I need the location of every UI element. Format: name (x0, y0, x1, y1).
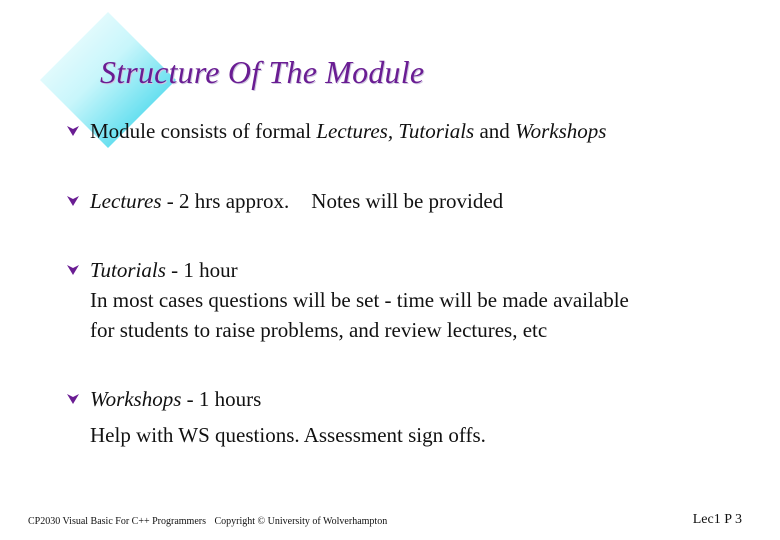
bullet-detail-line-2: for students to raise problems, and review lectures, etc (90, 318, 548, 342)
bullet-emphasis-text: Lectures, Tutorials (316, 119, 475, 143)
bullet-detail-line-1: Help with WS questions. Assessment sign offs. (90, 423, 486, 447)
footer-course-text: CP2030 Visual Basic For C++ Programmers (28, 516, 206, 527)
bullet-emphasis-text-2: Workshops (515, 119, 607, 143)
bullet-heading-text: Workshops (90, 387, 182, 411)
diamond-bullet-icon (66, 392, 80, 406)
bullet-heading-text: Lectures (90, 189, 162, 213)
diamond-bullet-icon (66, 263, 80, 277)
footer-course-info (28, 516, 387, 527)
page-number: Lec1 P 3 (692, 512, 742, 527)
bullet-duration-text: - 1 hours (181, 387, 262, 411)
bullet-duration-text: - 2 hrs approx. (161, 189, 290, 213)
footer-copyright-text: Copyright © University of Wolverhampton (214, 516, 388, 527)
diamond-bullet-icon (66, 124, 80, 138)
bullet-detail-line-1: In most cases questions will be set - time will be made available (90, 288, 629, 312)
diamond-bullet-icon (66, 194, 80, 208)
bullet-connector-text: and (474, 119, 516, 143)
slide-title: Structure Of The Module (100, 54, 425, 90)
bullet-heading-text: Tutorials (90, 258, 166, 282)
bullet-duration-text: - 1 hour (165, 258, 238, 282)
bullet-note-text: Notes will be provided (311, 189, 504, 213)
bullet-lead-text: Module consists of formal (90, 119, 317, 143)
